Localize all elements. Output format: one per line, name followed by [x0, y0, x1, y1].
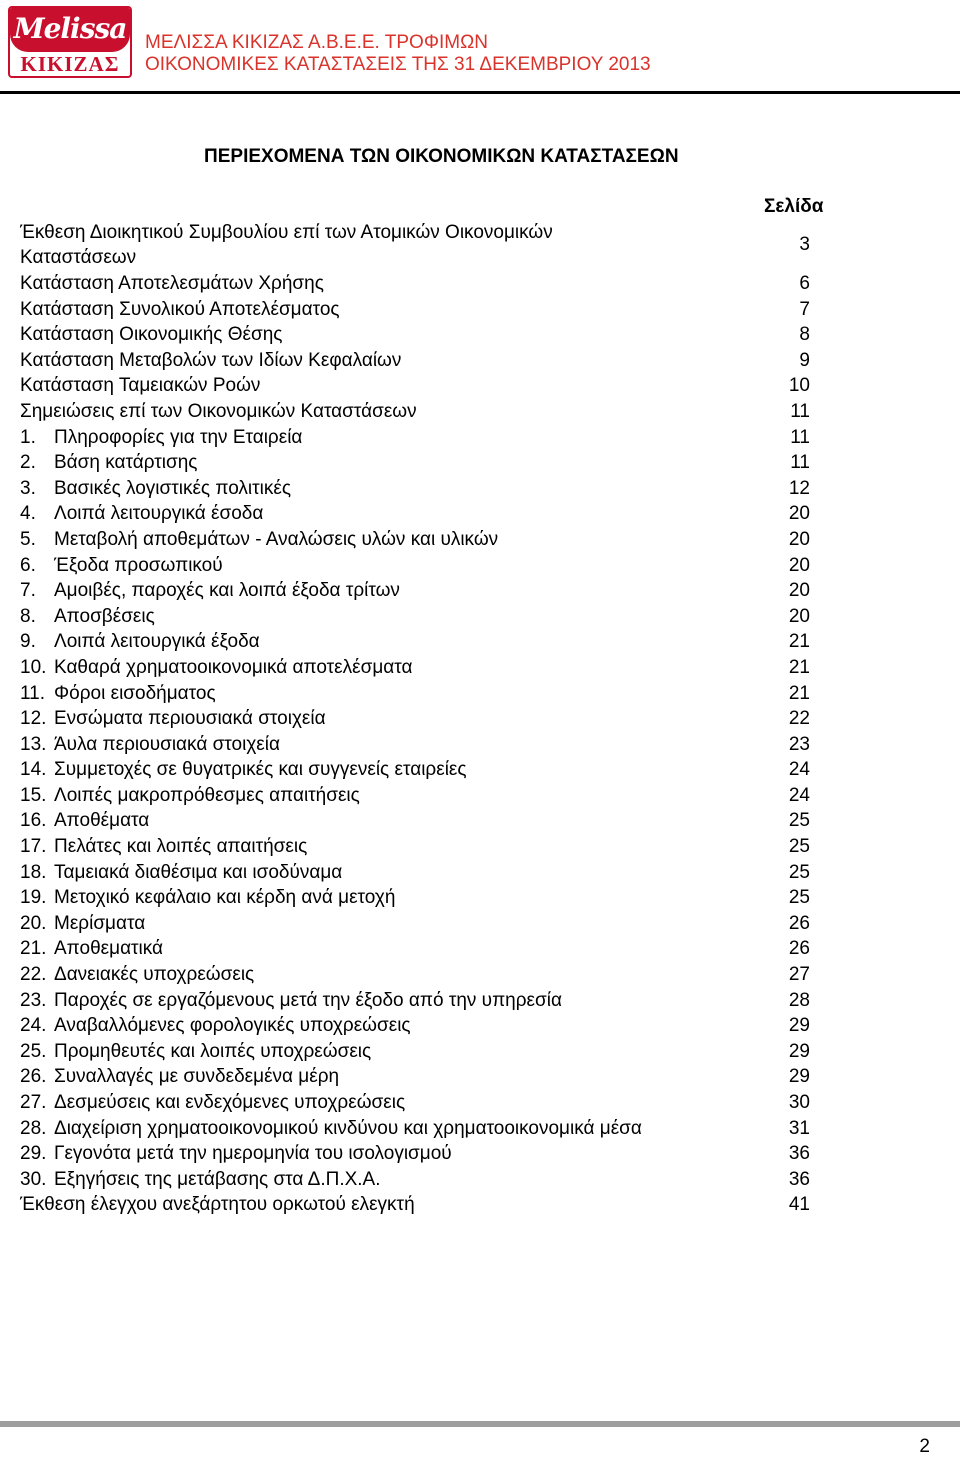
toc-note-entry [20, 1039, 850, 1065]
toc-note-number: 17. [20, 836, 47, 858]
toc-note-number: 10. [20, 656, 47, 678]
toc-note-text: Έξοδα προσωπικού [54, 554, 223, 576]
toc-note-page: 21 [788, 631, 810, 653]
toc-note-entry [20, 911, 850, 937]
toc-entry [20, 348, 850, 374]
toc-note-page: 20 [788, 503, 810, 525]
toc-note-entry [20, 476, 850, 502]
toc-note-entry [20, 1116, 850, 1142]
toc-note-number: 28. [20, 1117, 47, 1139]
toc-entry [20, 297, 850, 323]
toc-note-number: 30. [20, 1168, 47, 1190]
toc-note-number: 19. [20, 887, 47, 909]
toc-note-number: 2. [20, 452, 36, 474]
toc-note-number: 12. [20, 708, 47, 730]
toc-note-entry [20, 988, 850, 1014]
toc-note-text: Αποθεματικά [54, 938, 164, 960]
toc-note-page: 20 [788, 554, 810, 576]
toc-entry-text: Έκθεση έλεγχου ανεξάρτητου ορκωτού ελεγκτή [20, 1194, 415, 1216]
toc-note-entry [20, 501, 850, 527]
toc-note-text: Βασικές λογιστικές πολιτικές [54, 477, 291, 499]
toc-note-page: 22 [788, 708, 810, 730]
toc-note-text: Πληροφορίες για την Εταιρεία [54, 426, 303, 448]
toc-note-page: 21 [788, 682, 810, 704]
toc-note-page: 29 [788, 1040, 810, 1062]
toc-note-entry [20, 1064, 850, 1090]
toc-entry-page: 10 [788, 375, 810, 397]
toc-note-page: 24 [788, 759, 810, 781]
toc-note-page: 36 [788, 1143, 810, 1165]
toc-note-entry [20, 553, 850, 579]
toc-note-number: 24. [20, 1015, 47, 1037]
toc-note-page: 27 [788, 964, 810, 986]
toc-note-text: Αποθέματα [54, 810, 150, 832]
toc-note-entry [20, 1141, 850, 1167]
toc-note-entry [20, 681, 850, 707]
toc-note-number: 1. [20, 426, 36, 448]
toc-note-entry [20, 578, 850, 604]
toc-note-page: 29 [788, 1015, 810, 1037]
toc-note-text: Ενσώματα περιουσιακά στοιχεία [54, 708, 326, 730]
toc-entry-board-report [20, 220, 850, 271]
toc-note-number: 29. [20, 1143, 47, 1165]
toc-note-text: Δανειακές υποχρεώσεις [54, 964, 255, 986]
toc-entry-text: Κατάσταση Συνολικού Αποτελέσματος [20, 298, 340, 320]
toc-note-text: Αποσβέσεις [54, 605, 155, 627]
logo-melissa-text: Melissa [10, 8, 130, 52]
toc-note-text: Φόροι εισοδήματος [54, 682, 216, 704]
toc-note-entry [20, 834, 850, 860]
toc-note-number: 16. [20, 810, 47, 832]
toc-note-text: Αναβαλλόμενες φορολογικές υποχρεώσεις [54, 1015, 411, 1037]
toc-entry [20, 322, 850, 348]
toc-note-number: 9. [20, 631, 36, 653]
toc-entry-text: Κατάσταση Ταμειακών Ροών [20, 375, 261, 397]
toc-note-number: 13. [20, 733, 47, 755]
toc-note-page: 12 [788, 477, 810, 499]
toc-note-number: 3. [20, 477, 36, 499]
toc-note-entry [20, 860, 850, 886]
toc-entry-text: Κατάσταση Αποτελεσμάτων Χρήσης [20, 273, 324, 294]
toc-note-page: 30 [788, 1092, 810, 1113]
toc-note-text: Λοιπά λειτουργικά έσοδα [54, 503, 264, 525]
toc-note-entry [20, 962, 850, 988]
toc-note-page: 20 [788, 605, 810, 627]
toc-entry-page: 8 [799, 324, 810, 346]
toc-note-text: Μεταβολή αποθεμάτων - Αναλώσεις υλών και υλικών [54, 528, 499, 550]
toc-entry-page: 3 [799, 234, 810, 255]
toc-note-number: 27. [20, 1092, 47, 1113]
toc-note-page: 11 [790, 426, 810, 448]
toc-note-text: Ταμειακά διαθέσιμα και ισοδύναμα [54, 861, 343, 883]
toc-entry-page: 9 [799, 349, 810, 371]
toc-note-entry [20, 936, 850, 962]
toc-note-page: 25 [788, 810, 810, 832]
toc-note-page: 20 [788, 580, 810, 602]
toc-note-number: 5. [20, 528, 36, 550]
toc-note-number: 6. [20, 554, 36, 576]
toc-note-number: 7. [20, 580, 36, 602]
company-logo [8, 6, 132, 78]
toc-note-page: 25 [788, 861, 810, 883]
toc-note-page: 26 [788, 912, 810, 934]
toc-note-text: Μερίσματα [54, 912, 146, 934]
toc-note-page: 28 [788, 989, 810, 1011]
toc-note-text: Συναλλαγές με συνδεδεμένα μέρη [54, 1066, 340, 1088]
toc-note-text: Εξηγήσεις της μετάβασης στα Δ.Π.Χ.Α. [54, 1168, 381, 1190]
logo-kikizas-text: ΚΙΚΙΖΑΣ [20, 52, 120, 76]
toc-note-entry [20, 783, 850, 809]
toc-note-entry [20, 757, 850, 783]
page-column-label: Σελίδα [764, 196, 824, 217]
toc-note-number: 21. [20, 938, 47, 960]
toc-note-text: Συμμετοχές σε θυγατρικές και συγγενείς εταιρείες [54, 759, 467, 781]
toc-entry [20, 271, 850, 297]
toc-entry-page: 11 [790, 400, 810, 422]
toc-note-text: Παροχές σε εργαζόμενους μετά την έξοδο από την υπηρεσία [54, 989, 562, 1011]
toc-note-text: Βάση κατάρτισης [54, 452, 198, 474]
toc-note-entry [20, 527, 850, 553]
toc-entry-page: 41 [788, 1194, 810, 1216]
toc-note-entry [20, 604, 850, 630]
toc-note-entry [20, 885, 850, 911]
toc-note-number: 14. [20, 759, 47, 781]
toc-note-entry [20, 425, 850, 451]
header-divider [0, 91, 960, 94]
toc-title: ΠΕΡΙΕΧΟΜΕΝΑ ΤΩΝ ΟΙΚΟΝΟΜΙΚΩΝ ΚΑΤΑΣΤΑΣΕΩΝ [204, 146, 679, 167]
toc-note-text: Άυλα περιουσιακά στοιχεία [54, 733, 280, 755]
toc-entry-text: Κατάσταση Μεταβολών των Ιδίων Κεφαλαίων [20, 349, 402, 371]
toc-entry-text-line2: Καταστάσεων [20, 247, 137, 268]
toc-note-entry [20, 732, 850, 758]
toc-note-entry [20, 1167, 850, 1193]
toc-note-text: Προμηθευτές και λοιπές υποχρεώσεις [54, 1040, 372, 1062]
toc-note-entry [20, 450, 850, 476]
toc-note-number: 23. [20, 989, 47, 1011]
toc-note-page: 24 [788, 784, 810, 806]
toc-entry-page: 6 [799, 273, 810, 294]
toc-note-number: 26. [20, 1066, 47, 1088]
toc-note-page: 25 [788, 836, 810, 858]
toc-note-page: 36 [788, 1168, 810, 1190]
toc-note-page: 31 [788, 1117, 810, 1139]
toc-note-number: 22. [20, 964, 47, 986]
toc-note-text: Λοιπά λειτουργικά έξοδα [54, 631, 260, 653]
toc-note-number: 20. [20, 912, 47, 934]
toc-note-text: Λοιπές μακροπρόθεσμες απαιτήσεις [54, 784, 360, 806]
toc-note-entry [20, 1013, 850, 1039]
header-company-name: ΜΕΛΙΣΣΑ ΚΙΚΙΖΑΣ Α.Β.Ε.Ε. ΤΡΟΦΙΜΩΝ [145, 32, 489, 53]
toc-note-text: Αμοιβές, παροχές και λοιπά έξοδα τρίτων [54, 580, 400, 602]
toc-note-entry [20, 1090, 850, 1116]
toc-note-page: 21 [788, 656, 810, 678]
toc-note-text: Πελάτες και λοιπές απαιτήσεις [54, 836, 308, 858]
toc-note-number: 25. [20, 1040, 47, 1062]
footer-divider [0, 1421, 960, 1427]
toc-note-page: 26 [788, 938, 810, 960]
toc-note-entry [20, 706, 850, 732]
toc-entry [20, 373, 850, 399]
toc-note-entry [20, 629, 850, 655]
toc-entry-text: Κατάσταση Οικονομικής Θέσης [20, 324, 283, 346]
toc-entry-text-line1: Έκθεση Διοικητικού Συμβουλίου επί των Ατομικών Οικονομικών [20, 222, 553, 243]
toc-note-text: Καθαρά χρηματοοικονομικά αποτελέσματα [54, 656, 413, 678]
toc-note-entry [20, 655, 850, 681]
toc-note-entry [20, 808, 850, 834]
toc-note-page: 23 [788, 733, 810, 755]
toc-note-page: 11 [790, 452, 810, 474]
toc-note-page: 20 [788, 528, 810, 550]
toc-note-page: 25 [788, 887, 810, 909]
page-number: 2 [919, 1436, 930, 1457]
toc-note-text: Δεσμεύσεις και ενδεχόμενες υποχρεώσεις [54, 1092, 406, 1113]
toc-entry-page: 7 [799, 298, 810, 320]
toc-entry-auditor-report [20, 1192, 850, 1218]
toc-note-number: 4. [20, 503, 36, 525]
table-of-contents [20, 220, 850, 1218]
toc-entry [20, 399, 850, 425]
toc-note-number: 18. [20, 861, 47, 883]
toc-note-number: 11. [20, 682, 46, 704]
toc-note-text: Μετοχικό κεφάλαιο και κέρδη ανά μετοχή [54, 887, 396, 909]
toc-note-text: Διαχείριση χρηματοοικονομικού κινδύνου και χρηματοοικονομικά μέσα [54, 1117, 642, 1139]
toc-note-page: 29 [788, 1066, 810, 1088]
toc-note-number: 8. [20, 605, 36, 627]
header-subtitle: ΟΙΚΟΝΟΜΙΚΕΣ ΚΑΤΑΣΤΑΣΕΙΣ ΤΗΣ 31 ΔΕΚΕΜΒΡΙΟΥ 2013 [145, 54, 651, 75]
toc-note-number: 15. [20, 784, 47, 806]
toc-note-text: Γεγονότα μετά την ημερομηνία του ισολογισμού [54, 1143, 452, 1165]
toc-entry-text: Σημειώσεις επί των Οικονομικών Καταστάσεων [20, 400, 417, 422]
